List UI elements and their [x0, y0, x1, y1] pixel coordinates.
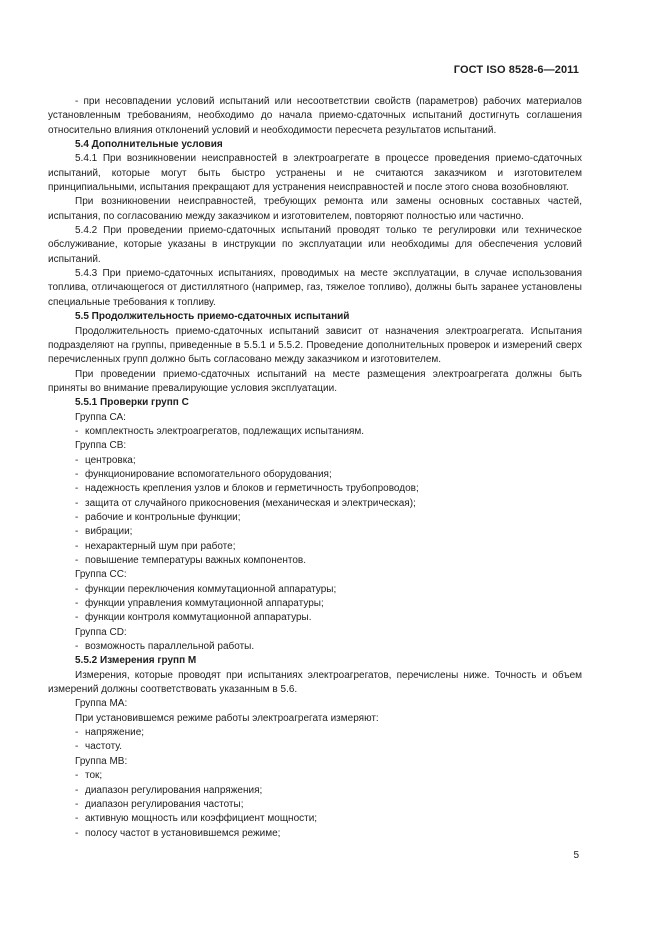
list-item-text: функции управления коммутационной аппаратуры; — [85, 598, 324, 610]
list-item-text: частоту. — [85, 741, 123, 753]
list-bullet: - — [75, 727, 79, 739]
section-heading: 5.4 Дополнительные условия — [75, 139, 223, 151]
list-item — [48, 640, 582, 654]
list-bullet: - — [75, 598, 79, 610]
list-item — [48, 827, 582, 841]
list-item — [48, 468, 582, 482]
text-line: Группа МВ: — [75, 755, 128, 767]
list-bullet: - — [75, 526, 79, 538]
paragraph: - при несовпадении условий испытаний или несоответствии свойств (параметров) рабочих материалов установленным требованиям, необходимо до начала приемо-сдаточных испытаний достигнуть соглашения относительно влияния отклонений условий и необходимости пересчета результатов испытаний. — [48, 96, 582, 136]
list-bullet: - — [75, 540, 79, 552]
list-bullet: - — [75, 827, 79, 839]
section-heading: 5.5.1 Проверки групп С — [75, 397, 189, 409]
list-item — [48, 454, 582, 468]
list-item — [48, 740, 582, 754]
list-item-text: центровка; — [85, 454, 136, 466]
list-item-text: диапазон регулирования напряжения; — [85, 784, 263, 796]
paragraph: 5.4.2 При проведении приемо-сдаточных испытаний проводят только те регулировки или техническое обслуживание, которые указаны в инструкции по эксплуатации или необходимы для обеспечения условий испытаний. — [48, 225, 582, 265]
text-line: Группа СС: — [75, 569, 127, 581]
list-bullet: - — [75, 511, 79, 523]
list-item-text: напряжение; — [85, 727, 145, 739]
list-item-text: функции переключения коммутационной аппаратуры; — [85, 583, 337, 595]
section-heading: 5.5.2 Измерения групп М — [75, 655, 197, 667]
list-bullet: - — [75, 612, 79, 624]
list-item — [48, 425, 582, 439]
list-item-text: повышение температуры важных компонентов. — [85, 555, 306, 566]
list-item — [48, 726, 582, 740]
list-item — [48, 554, 582, 568]
list-item-text: ток; — [85, 770, 103, 782]
list-item — [48, 784, 582, 798]
list-item — [48, 511, 582, 525]
list-bullet: - — [75, 798, 79, 810]
list-bullet: - — [75, 454, 79, 466]
list-item — [48, 769, 582, 783]
list-item — [48, 583, 582, 597]
list-item — [48, 611, 582, 625]
section-heading: 5.5 Продолжительность приемо-сдаточных испытаний — [75, 311, 350, 323]
list-item-text: надежность крепления узлов и блоков и герметичность трубопроводов; — [85, 483, 419, 495]
list-item — [48, 482, 582, 496]
list-item — [48, 540, 582, 554]
list-item-text: функционирование вспомогательного оборудования; — [85, 468, 332, 480]
list-item-text: функции контроля коммутационной аппаратуры. — [85, 612, 312, 624]
page-number: 5 — [573, 850, 579, 861]
list-bullet: - — [75, 468, 79, 480]
list-item-text: комплектность электроагрегатов, подлежащих испытаниям. — [85, 425, 365, 437]
list-item — [48, 497, 582, 511]
list-item — [48, 597, 582, 611]
list-item — [48, 525, 582, 539]
list-item — [48, 798, 582, 812]
list-item-text: диапазон регулирования частоты; — [85, 798, 244, 810]
text-line: Группа СВ: — [75, 440, 127, 452]
list-bullet: - — [75, 583, 79, 595]
list-bullet: - — [75, 813, 79, 825]
paragraph: При проведении приемо-сдаточных испытаний на месте размещения электроагрегата должны быть приняты во внимание превалирующие условия эксплуатации. — [48, 368, 582, 394]
text-line: Группа СА: — [75, 411, 126, 423]
list-bullet: - — [75, 483, 79, 495]
list-bullet: - — [75, 641, 79, 653]
list-item-text: нехарактерный шум при работе; — [85, 540, 236, 552]
document-number: ГОСТ ISO 8528-6—2011 — [453, 64, 579, 76]
list-item-text: вибрации; — [85, 526, 133, 538]
paragraph: При возникновении неисправностей, требующих ремонта или замены основных составных частей, испытания, по согласованию между заказчиком и изготовителем, повторяют полностью или частично. — [48, 196, 582, 222]
text-line: При установившемся режиме работы электроагрегата измеряют: — [75, 712, 379, 724]
list-item-text: полосу частот в установившемся режиме; — [85, 827, 281, 839]
list-bullet: - — [75, 784, 79, 796]
list-item-text: возможность параллельной работы. — [85, 641, 255, 653]
list-bullet: - — [75, 425, 79, 437]
paragraph: 5.4.3 При приемо-сдаточных испытаниях, проводимых на месте эксплуатации, в случае использования топлива, отличающегося от дистиллятного (например, газ, тяжелое топливо), должны быть заранее установлены специальные требования к топливу. — [48, 268, 582, 308]
list-bullet: - — [75, 555, 79, 566]
paragraph: Измерения, которые проводят при испытаниях электроагрегатов, перечислены ниже. Точность и объем измерений должны соответствовать указанным в 5.6. — [48, 669, 582, 696]
paragraph: Продолжительность приемо-сдаточных испытаний зависит от назначения электроагрегата. Испытания подразделяют на группы, приведенные в 5.5.1 и 5.5.2. Проведение дополнительных проверок и измерений сверх перечисленных групп должно быть согласовано между заказчиком и изготовителем. — [48, 325, 582, 366]
document-body — [48, 95, 582, 841]
list-bullet: - — [75, 770, 79, 782]
list-item-text: защита от случайного прикосновения (механическая и электрическая); — [85, 497, 416, 509]
list-bullet: - — [75, 497, 79, 509]
text-line: Группа МА: — [75, 698, 128, 710]
list-bullet: - — [75, 741, 79, 753]
list-item-text: рабочие и контрольные функции; — [85, 511, 241, 523]
text-line: Группа СD: — [75, 626, 127, 638]
list-item-text: активную мощность или коэффициент мощности; — [85, 813, 318, 825]
paragraph: 5.4.1 При возникновении неисправностей в электроагрегате в процессе проведения приемо-сдаточных испытаний, которые могут быть быстро устранены и не считаются заказчиком и изготовителем принципиальными, испытания прекращают для устранения неисправностей и после этого снова возобновляют. — [48, 153, 582, 194]
list-item — [48, 812, 582, 826]
